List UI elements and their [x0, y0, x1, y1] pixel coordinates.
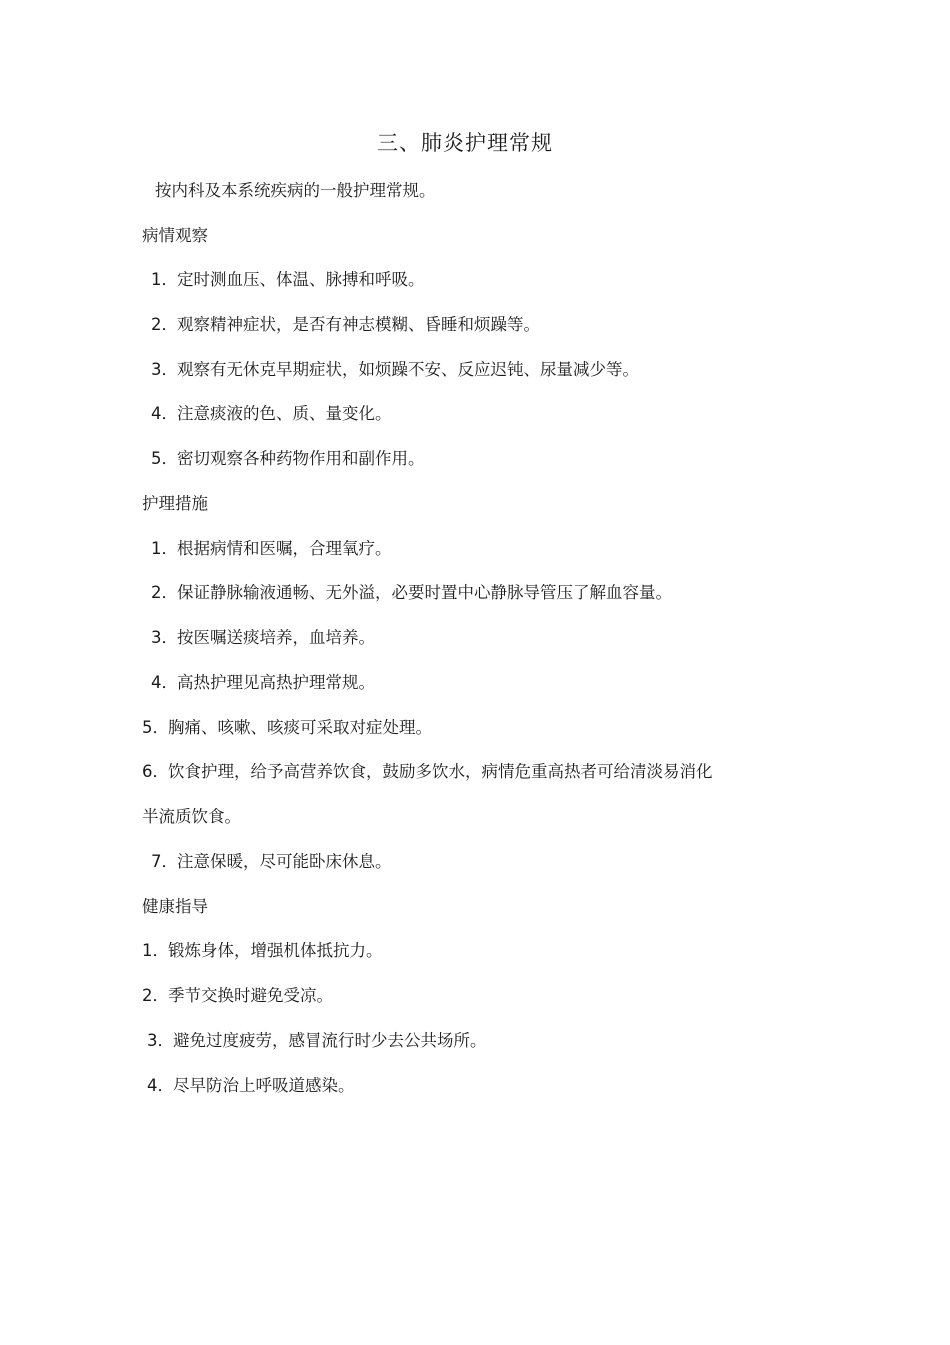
- item-text: 锻炼身体，增强机体抵抗力。: [168, 941, 383, 960]
- section-heading-observation: 病情观察: [142, 226, 208, 245]
- item-number: 3．: [151, 360, 178, 379]
- item-number: 5．: [142, 718, 169, 737]
- item-text: 尽早防治上呼吸道感染。: [173, 1076, 355, 1095]
- item-number: 3．: [151, 628, 178, 647]
- item-number: 4．: [147, 1076, 174, 1095]
- list-item: [151, 671, 375, 695]
- item-number: 7．: [151, 852, 178, 871]
- item-text: 按医嘱送痰培养，血培养。: [177, 628, 375, 647]
- item-text: 半流质饮食。: [142, 807, 241, 826]
- list-item: [151, 581, 672, 605]
- item-number: 5．: [151, 449, 178, 468]
- list-item-continuation: [142, 805, 241, 829]
- section-heading-guidance: 健康指导: [142, 897, 208, 916]
- item-text: 注意保暖，尽可能卧床休息。: [177, 852, 392, 871]
- item-number: 1．: [151, 270, 178, 289]
- item-text: 胸痛、咳嗽、咳痰可采取对症处理。: [168, 718, 432, 737]
- list-item: [151, 268, 425, 292]
- item-text: 注意痰液的色、质、量变化。: [177, 404, 392, 423]
- list-item: [142, 939, 383, 963]
- item-number: 6．: [142, 762, 169, 781]
- item-text: 季节交换时避免受凉。: [168, 986, 333, 1005]
- item-text: 避免过度疲劳，感冒流行时少去公共场所。: [173, 1031, 487, 1050]
- list-item: [147, 1029, 487, 1053]
- item-number: 4．: [151, 404, 178, 423]
- list-item: [151, 537, 392, 561]
- item-text: 密切观察各种药物作用和副作用。: [177, 449, 425, 468]
- item-number: 4．: [151, 673, 178, 692]
- item-text: 根据病情和医嘱，合理氧疗。: [177, 539, 392, 558]
- section-heading-measures: 护理措施: [142, 494, 208, 513]
- item-number: 3．: [147, 1031, 174, 1050]
- item-number: 1．: [151, 539, 178, 558]
- list-item: [142, 716, 432, 740]
- list-item: [151, 358, 639, 382]
- item-number: 2．: [151, 315, 178, 334]
- list-item: [151, 402, 392, 426]
- list-item: [142, 984, 333, 1008]
- list-item: [151, 447, 425, 471]
- item-number: 2．: [142, 986, 169, 1005]
- item-text: 保证静脉输液通畅、无外溢，必要时置中心静脉导管压了解血容量。: [177, 583, 672, 602]
- list-item: [151, 313, 540, 337]
- item-text: 高热护理见高热护理常规。: [177, 673, 375, 692]
- document-title: 三、肺炎护理常规: [377, 131, 553, 155]
- list-item: [142, 760, 713, 784]
- item-text: 观察精神症状，是否有神志模糊、昏睡和烦躁等。: [177, 315, 540, 334]
- item-number: 1．: [142, 941, 169, 960]
- list-item: [151, 626, 375, 650]
- list-item: [151, 850, 392, 874]
- item-text: 饮食护理，给予高营养饮食，鼓励多饮水，病情危重高热者可给清淡易消化: [168, 762, 713, 781]
- item-text: 观察有无休克早期症状，如烦躁不安、反应迟钝、尿量减少等。: [177, 360, 639, 379]
- item-number: 2．: [151, 583, 178, 602]
- item-text: 定时测血压、体温、脉搏和呼吸。: [177, 270, 425, 289]
- intro-paragraph: 按内科及本系统疾病的一般护理常规。: [155, 181, 436, 200]
- list-item: [147, 1074, 355, 1098]
